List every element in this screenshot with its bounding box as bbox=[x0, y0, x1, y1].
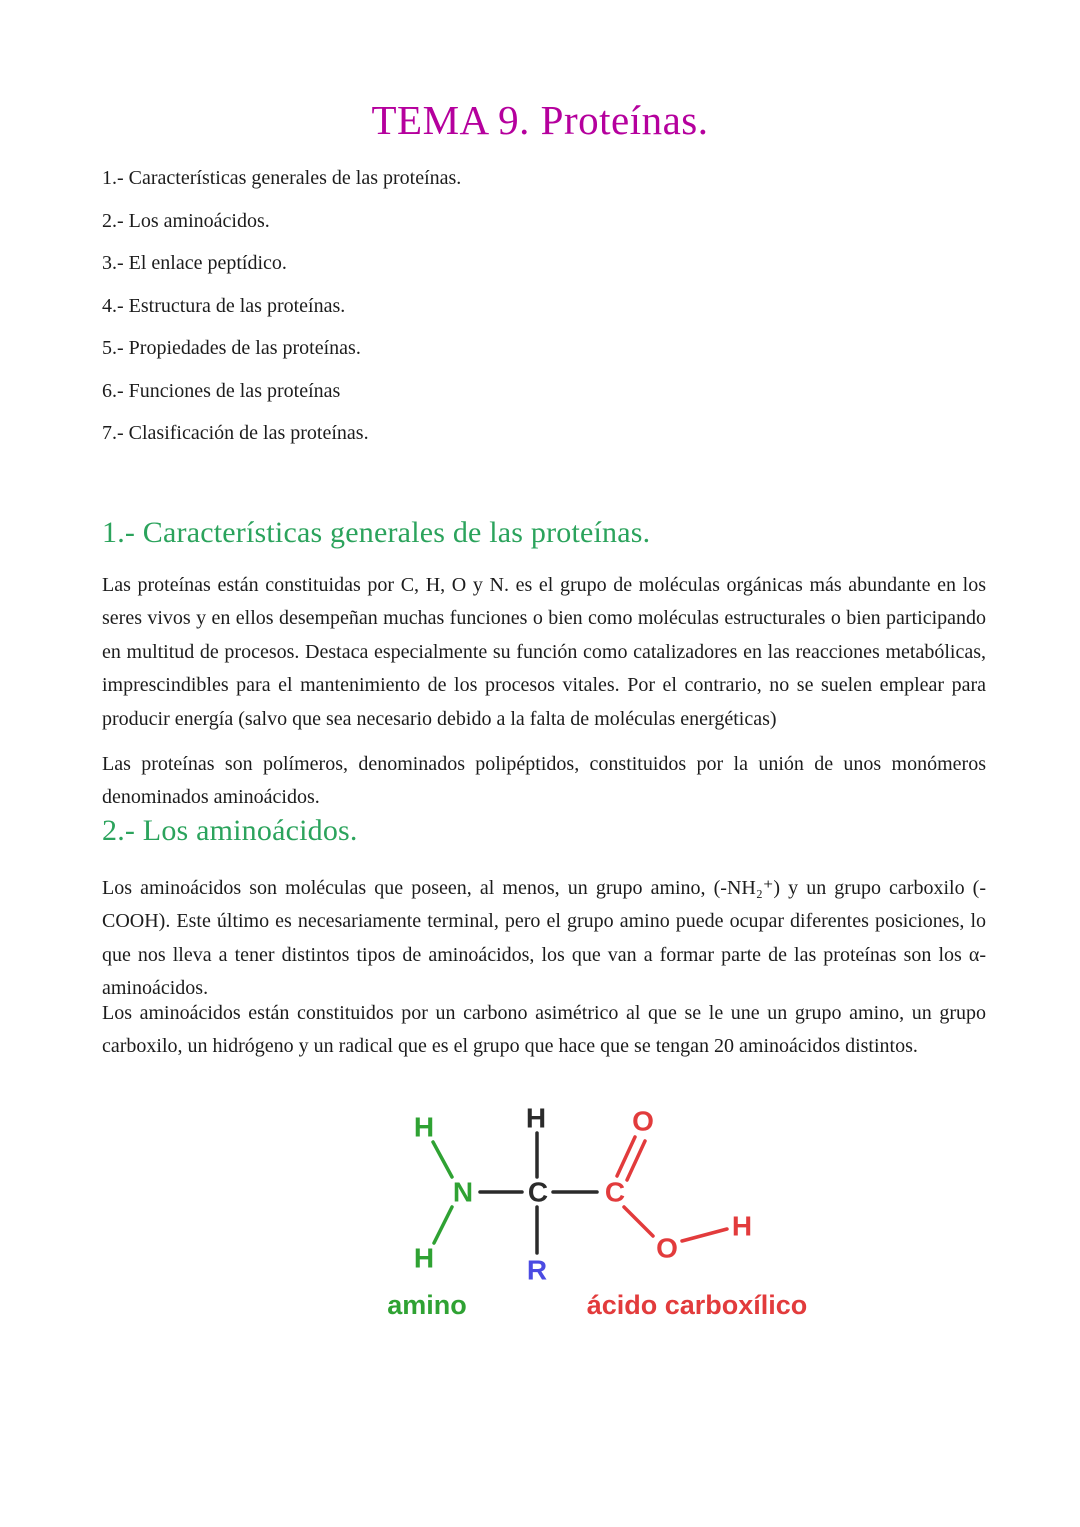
table-of-contents bbox=[102, 168, 986, 466]
carboxyl-group-label: ácido carboxílico bbox=[586, 1290, 808, 1320]
section-1-paragraph-1: Las proteínas están constituidas por C, H, O y N. es el grupo de moléculas orgánicas más abundante en los seres vivos y en ellos desempeñan muchas funciones o bien como moléculas estructurales o bien participando en multitud de procesos. Destaca especialmente su función como catalizadores en las reacciones metabólicas, imprescindibles para el mantenimiento de los procesos vitales. Por el contrario, no se suelen emplear para producir energía (salvo que sea necesario debido a la falta de moléculas energéticas) bbox=[102, 574, 986, 730]
toc-item-3: 3.- El enlace peptídico. bbox=[102, 252, 287, 274]
section-2-heading: 2.- Los aminoácidos. bbox=[102, 814, 358, 847]
section-2-paragraph-1: Los aminoácidos son moléculas que poseen, al menos, un grupo amino, (-NH₂⁺) y un grupo carboxilo (-COOH). Este último es necesariamente terminal, pero el grupo amino puede ocupar diferentes posiciones, lo que nos lleva a tener distintos tipos de aminoácidos, los que van a formar parte de las proteínas son los α-aminoácidos. bbox=[102, 877, 986, 1000]
toc-item-4: 4.- Estructura de las proteínas. bbox=[102, 294, 346, 317]
atom-h-amine-top: H bbox=[413, 1111, 435, 1143]
atom-o-carbonyl: O bbox=[632, 1105, 654, 1137]
bond-n-h2 bbox=[434, 1207, 452, 1243]
section-1-heading: 1.- Características generales de las proteínas. bbox=[102, 516, 651, 549]
atom-c-carboxyl: C bbox=[604, 1176, 626, 1208]
atom-c-alpha: C bbox=[527, 1176, 549, 1208]
section-1-paragraph-2: Las proteínas son polímeros, denominados polipéptidos, constituidos por la unión de unos monómeros denominados aminoácidos. bbox=[102, 753, 986, 809]
atom-h-amine-bottom: H bbox=[413, 1242, 435, 1274]
amino-group-label: amino bbox=[387, 1290, 467, 1320]
atom-h-hydroxyl: H bbox=[731, 1210, 753, 1242]
bond-h1-n bbox=[433, 1142, 452, 1177]
bond-o-h4 bbox=[682, 1229, 727, 1241]
toc-item-7: 7.- Clasificación de las proteínas. bbox=[102, 422, 369, 444]
toc-item-1: 1.- Características generales de las proteínas. bbox=[102, 167, 462, 189]
bond-c-oh bbox=[624, 1207, 653, 1236]
amino-acid-structure-figure bbox=[385, 1095, 825, 1330]
section-2-paragraph-2: Los aminoácidos están constituidos por un carbono asimétrico al que se le une un grupo amino, un grupo carboxilo, un hidrógeno y un radical que es el grupo que hace que se tengan 20 aminoácidos distintos. bbox=[102, 1002, 986, 1058]
page-title: TEMA 9. Proteínas. bbox=[371, 97, 709, 143]
atom-r-radical: R bbox=[526, 1254, 548, 1286]
toc-item-2: 2.- Los aminoácidos. bbox=[102, 209, 270, 232]
toc-item-5: 5.- Propiedades de las proteínas. bbox=[102, 337, 361, 359]
atom-h-alpha: H bbox=[525, 1102, 547, 1134]
atom-n-amine: N bbox=[452, 1176, 474, 1208]
toc-item-6: 6.- Funciones de las proteínas bbox=[102, 379, 341, 402]
atom-o-hydroxyl: O bbox=[656, 1232, 678, 1264]
